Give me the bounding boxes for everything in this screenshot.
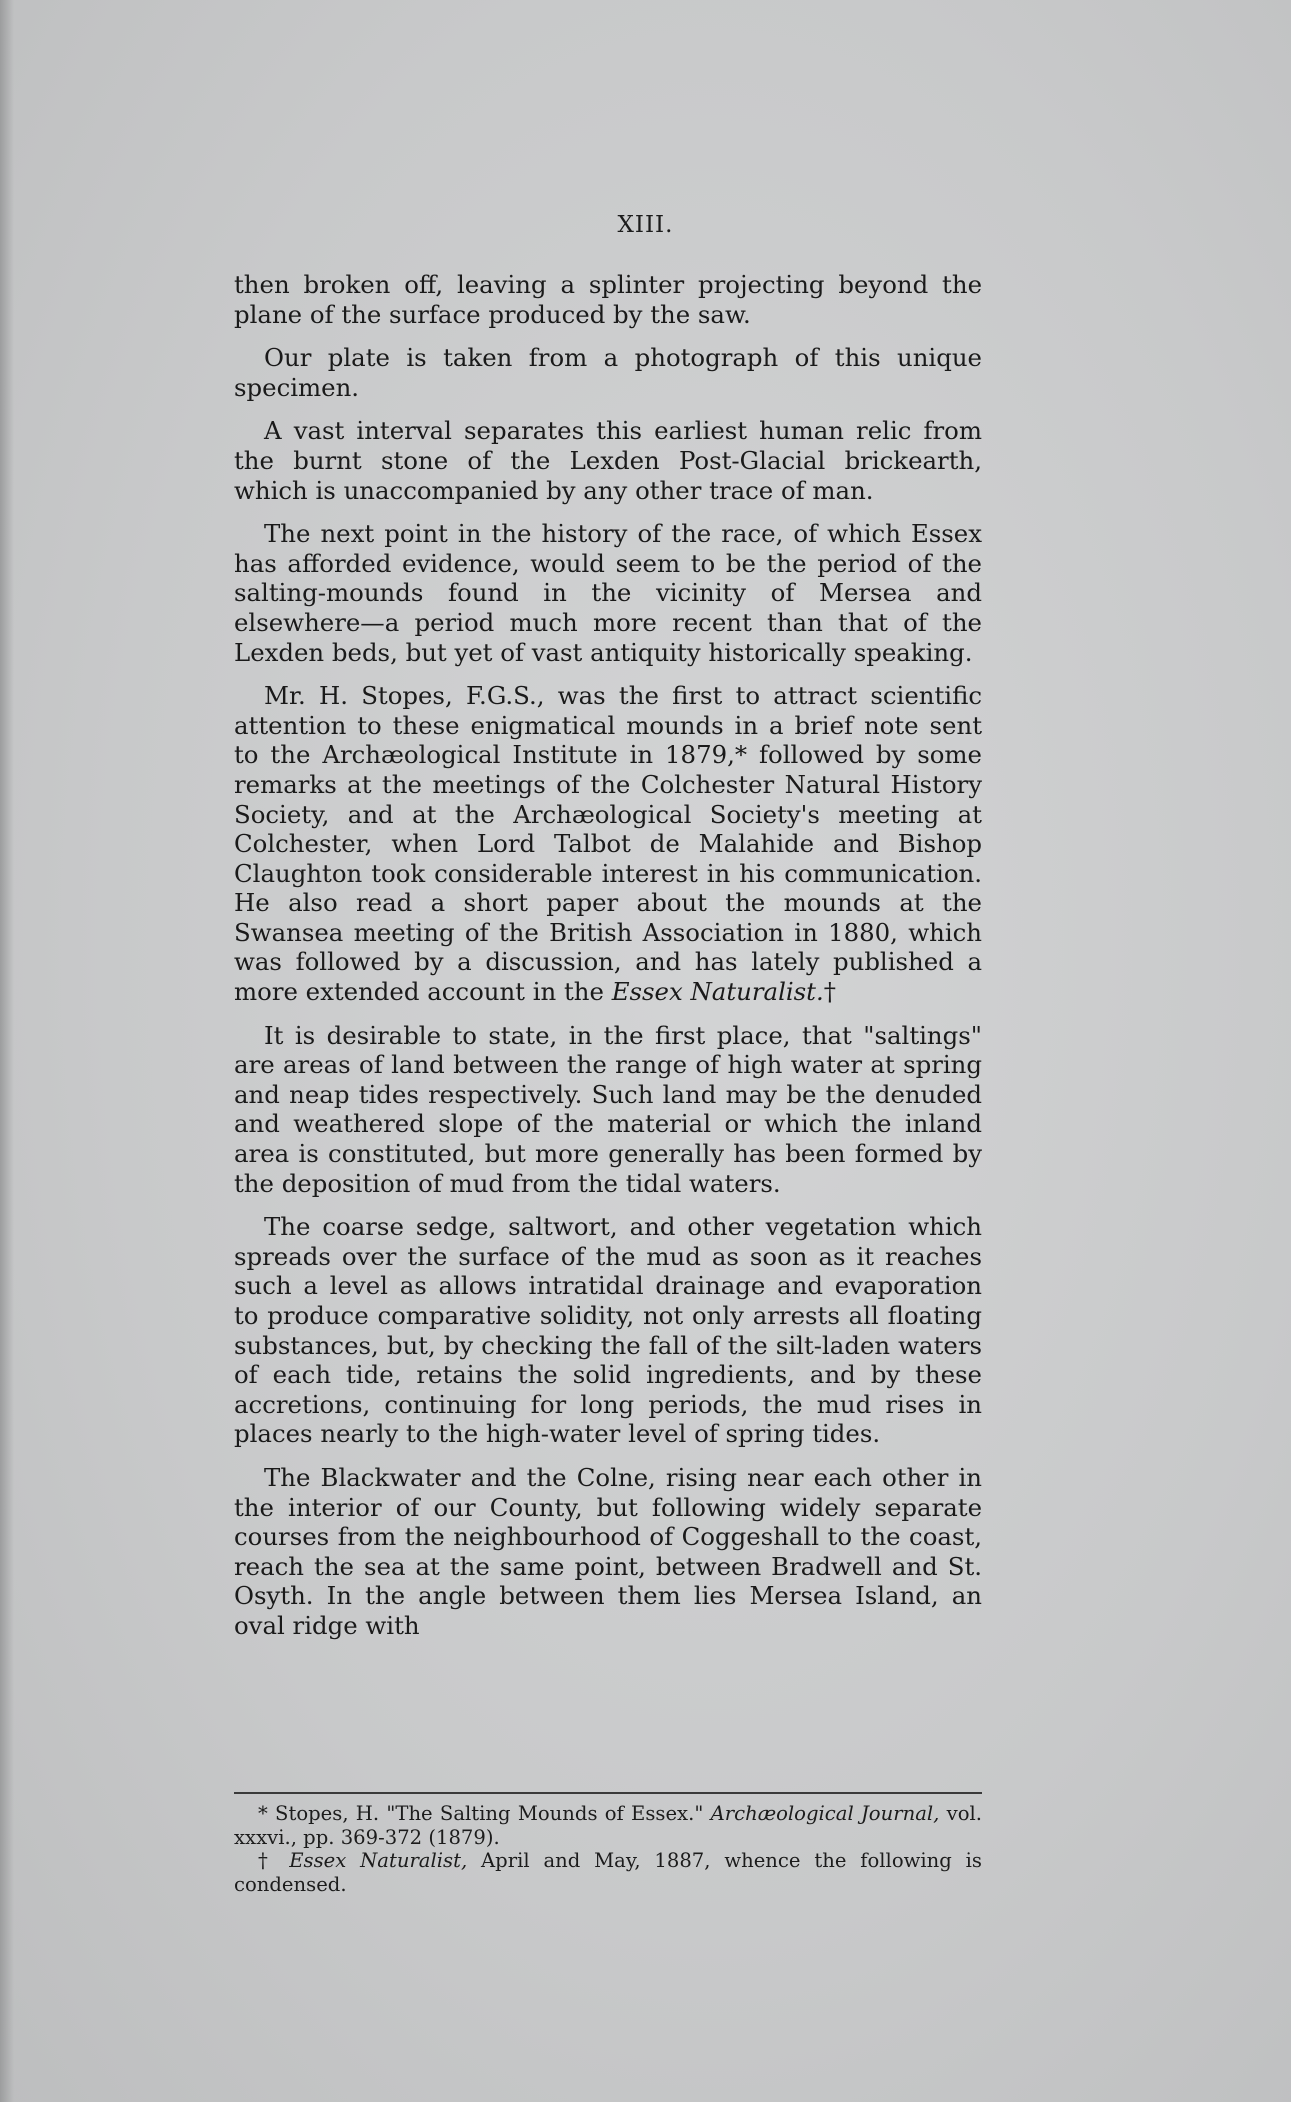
footnotes bbox=[234, 1792, 982, 1896]
paragraph-5 bbox=[234, 681, 982, 1007]
footnote-2 bbox=[234, 1849, 982, 1896]
paragraph-2: Our plate is taken from a photograph of this unique specimen. bbox=[234, 343, 982, 402]
paragraph-6: It is desirable to state, in the first place, that "saltings" are areas of land between the range of high water at spring and neap tides respectively. Such land may be the denuded and weathered slope of the material or which the inland area is constituted, but more generally has been formed by the deposition of mud from the tidal waters. bbox=[234, 1020, 982, 1198]
paragraph-1: then broken off, leaving a splinter projecting beyond the plane of the surface produced by the saw. bbox=[234, 270, 982, 329]
body-text bbox=[234, 270, 982, 1655]
footnote-2-text: April and May, 1887, whence the following is condensed. bbox=[234, 1849, 982, 1896]
page-number: XIII. bbox=[617, 212, 674, 238]
essex-naturalist-title: Essex Naturalist. bbox=[611, 977, 824, 1007]
paragraph-4: The next point in the history of the race, of which Essex has afforded evidence, would seem to be the period of the salting-mounds found in the vicinity of Mersea and elsewhere—a period much more recent than that of the Lexden beds, but yet of vast antiquity historically speaking. bbox=[234, 519, 982, 667]
dagger-footnote-mark: † bbox=[823, 977, 836, 1007]
paragraph-8: The Blackwater and the Colne, rising near each other in the interior of our County, but following widely separate courses from the neighbourhood of Coggeshall to the coast, reach the sea at the same point, between Bradwell and St. Osyth. In the angle between them lies Mersea Island, an oval ridge with bbox=[234, 1462, 982, 1640]
footnote-1-volume: vol. xxxvi., pp. 369-372 (1879). bbox=[234, 1802, 982, 1849]
footnote-1-journal: Archæological Journal, bbox=[710, 1802, 940, 1825]
footnote-2-mark: † bbox=[258, 1849, 290, 1872]
footnote-2-journal: Essex Naturalist, bbox=[289, 1849, 468, 1872]
paragraph-7: The coarse sedge, saltwort, and other vegetation which spreads over the surface of the mud as soon as it reaches such a level as allows intratidal drainage and evaporation to produce comparative solidity, not only arrests all floating substances, but, by checking the fall of the silt-laden waters of each tide, retains the solid ingredients, and by these accretions, continuing for long periods, the mud rises in places nearly to the high-water level of spring tides. bbox=[234, 1212, 982, 1449]
paragraph-3: A vast interval separates this earliest human relic from the burnt stone of the Lexden Post-Glacial brickearth, which is unaccompanied by any other trace of man. bbox=[234, 416, 982, 505]
footnote-1-citation: * Stopes, H. "The Salting Mounds of Essex." bbox=[258, 1802, 711, 1825]
footnote-1 bbox=[234, 1802, 982, 1849]
paragraph-5-text: Mr. H. Stopes, F.G.S., was the first to attract scientific attention to these enigmatical mounds in a brief note sent to the Archæological Institute in 1879,* followed by some remarks at the meetings of the Colchester Natural History Society, and at the Archæological Society's meeting at Colchester, when Lord Talbot de Malahide and Bishop Claughton took considerable interest in his communication. He also read a short paper about the mounds at the Swansea meeting of the British Association in 1880, which was followed by a discussion, and has lately published a more extended account in the bbox=[234, 681, 982, 1007]
